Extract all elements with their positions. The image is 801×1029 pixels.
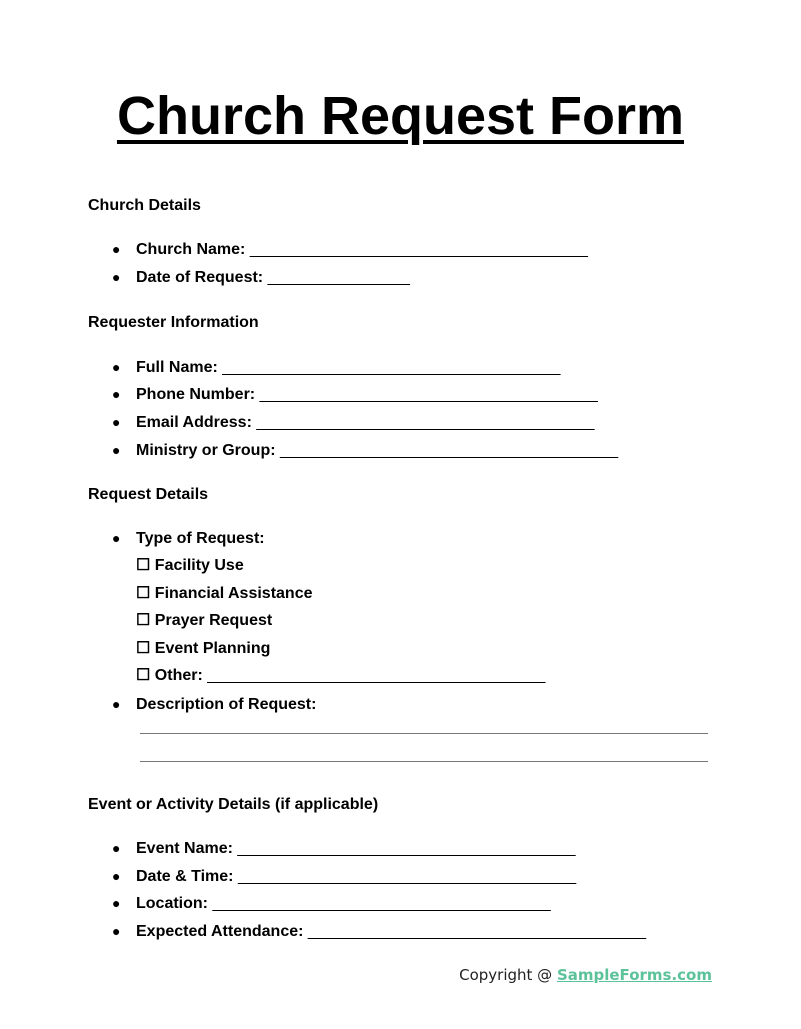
blank-line[interactable]: ______________________________________ xyxy=(212,895,551,912)
checkbox-icon[interactable]: ☐ xyxy=(136,667,151,684)
bullet-icon: ● xyxy=(112,840,121,856)
field-label: Expected Attendance: xyxy=(136,923,304,940)
section-heading-event-details: Event or Activity Details (if applicable) xyxy=(88,796,379,813)
option-other[interactable] xyxy=(136,666,545,686)
field-description-of-request xyxy=(112,694,316,715)
field-label: Date of Request: xyxy=(136,269,264,286)
bullet-icon: ● xyxy=(112,386,121,402)
bullet-icon: ● xyxy=(112,923,121,939)
description-line-2[interactable] xyxy=(140,761,708,762)
copyright-text: Copyright @ xyxy=(459,966,557,984)
section-heading-church-details: Church Details xyxy=(88,197,201,214)
bullet-icon: ● xyxy=(112,414,121,430)
field-ministry-or-group[interactable] xyxy=(112,440,618,461)
field-location[interactable] xyxy=(112,893,551,914)
bullet-icon: ● xyxy=(112,241,121,257)
section-heading-requester-information: Requester Information xyxy=(88,314,259,331)
bullet-icon: ● xyxy=(112,359,121,375)
sampleforms-link[interactable]: SampleForms.com xyxy=(556,966,712,984)
copyright-footer xyxy=(459,966,712,984)
checkbox-icon[interactable]: ☐ xyxy=(136,612,151,629)
bullet-icon: ● xyxy=(112,868,121,884)
field-label: Event Name: xyxy=(136,840,233,857)
blank-line[interactable]: ________________ xyxy=(267,269,410,286)
field-full-name[interactable] xyxy=(112,357,560,378)
option-prayer-request[interactable] xyxy=(136,611,272,631)
field-email-address[interactable] xyxy=(112,412,594,433)
option-event-planning[interactable] xyxy=(136,639,270,659)
option-label: Prayer Request xyxy=(154,612,273,629)
field-date-time[interactable] xyxy=(112,866,576,887)
field-date-of-request[interactable] xyxy=(112,267,410,288)
blank-line[interactable]: ______________________________________ xyxy=(249,241,588,258)
option-facility-use[interactable] xyxy=(136,556,244,576)
page-title: Church Request Form xyxy=(116,86,685,146)
description-line-1[interactable] xyxy=(140,733,708,734)
option-label: Other: xyxy=(154,667,203,684)
bullet-icon: ● xyxy=(112,895,121,911)
field-church-name[interactable] xyxy=(112,239,588,260)
blank-line[interactable]: ______________________________________ xyxy=(280,442,619,459)
section-heading-request-details: Request Details xyxy=(88,486,209,503)
field-expected-attendance[interactable] xyxy=(112,921,646,942)
field-label: Ministry or Group: xyxy=(136,442,276,459)
field-label: Type of Request: xyxy=(136,530,265,547)
field-type-of-request xyxy=(112,528,265,549)
field-label: Location: xyxy=(136,895,208,912)
blank-line[interactable]: ______________________________________ xyxy=(307,923,647,940)
bullet-icon: ● xyxy=(112,696,121,712)
checkbox-icon[interactable]: ☐ xyxy=(136,640,151,657)
option-financial-assistance[interactable] xyxy=(136,584,313,604)
option-label: Facility Use xyxy=(154,557,244,574)
blank-line[interactable]: ______________________________________ xyxy=(222,359,561,376)
blank-line[interactable]: ______________________________________ xyxy=(256,414,595,431)
blank-line[interactable]: ______________________________________ xyxy=(207,667,546,684)
field-label: Church Name: xyxy=(136,241,246,258)
blank-line[interactable]: ______________________________________ xyxy=(259,386,598,403)
field-label: Email Address: xyxy=(136,414,252,431)
bullet-icon: ● xyxy=(112,442,121,458)
option-label: Event Planning xyxy=(154,640,271,657)
field-event-name[interactable] xyxy=(112,838,576,859)
field-label: Phone Number: xyxy=(136,386,256,403)
checkbox-icon[interactable]: ☐ xyxy=(136,585,151,602)
blank-line[interactable]: ______________________________________ xyxy=(237,840,576,857)
checkbox-icon[interactable]: ☐ xyxy=(136,557,151,574)
bullet-icon: ● xyxy=(112,530,121,546)
field-label: Date & Time: xyxy=(136,868,234,885)
blank-line[interactable]: ______________________________________ xyxy=(237,868,577,885)
option-label: Financial Assistance xyxy=(154,585,313,602)
field-label: Full Name: xyxy=(136,359,218,376)
field-label: Description of Request: xyxy=(136,696,317,713)
field-phone-number[interactable] xyxy=(112,384,598,405)
bullet-icon: ● xyxy=(112,269,121,285)
